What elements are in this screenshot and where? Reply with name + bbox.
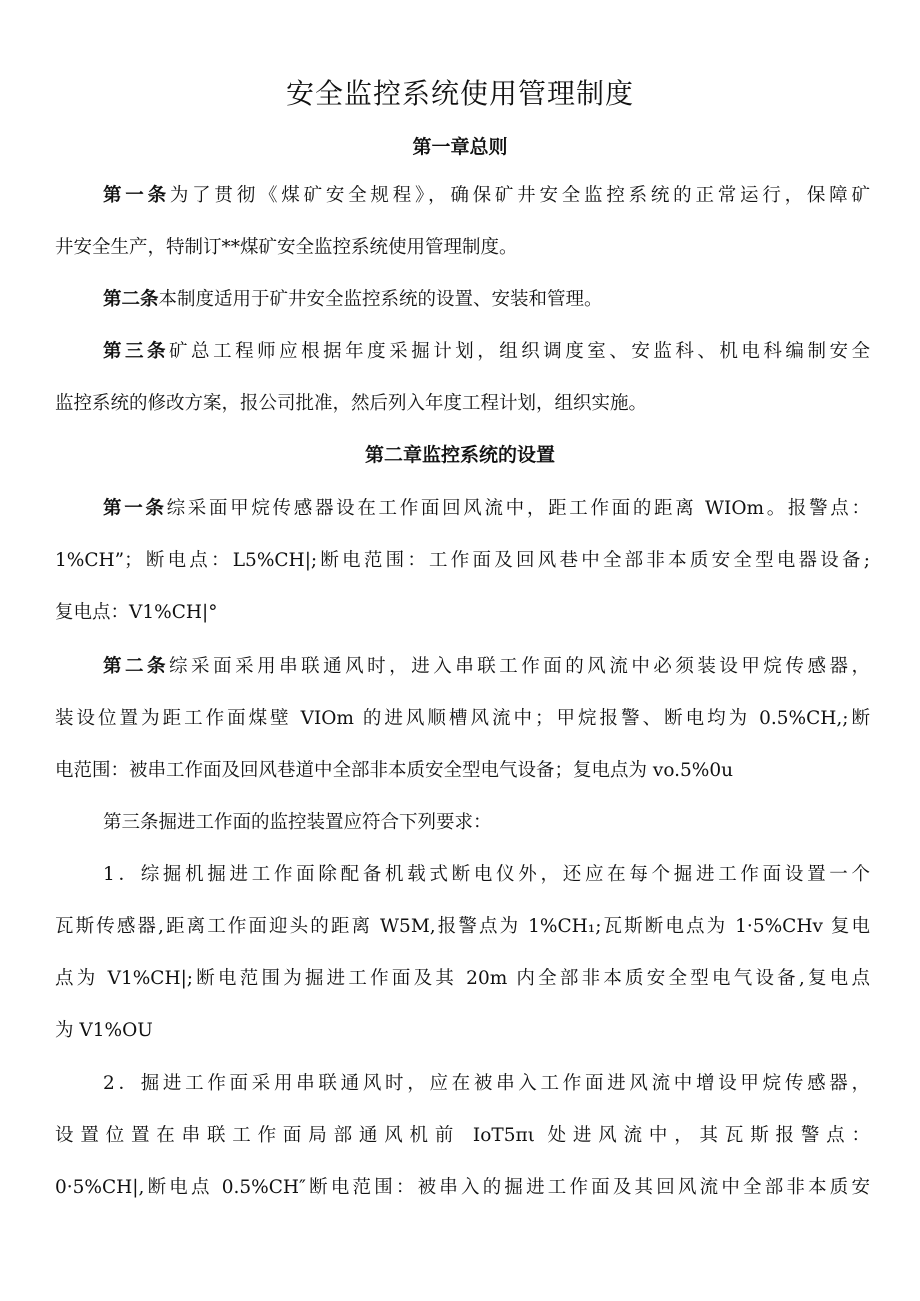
list-item-line: 1．综掘机掘进工作面除配备机载式断电仪外，还应在每个掘进工作面设置一个 (103, 864, 870, 885)
article-label: 第一条 (103, 498, 167, 519)
paragraph-line: 第三条掘进工作面的监控装置应符合下列要求： (103, 812, 492, 833)
list-item-line: 点为 V1%CH|;断电范围为掘进工作面及其 20m 内全部非本质安全型电气设备,复电点 (55, 968, 870, 989)
article-text: 综采面甲烷传感器设在工作面回风流中，距工作面的距离 WIOm。报警点： (166, 498, 870, 519)
paragraph-line: 复电点：V1%CH|° (55, 602, 218, 623)
paragraph-line (103, 337, 870, 363)
paragraph-line: 装设位置为距工作面煤壁 VIOm 的进风顺槽风流中；甲烷报警、断电均为 0.5%CH,;断 (55, 708, 870, 729)
article-text: 为了贯彻《煤矿安全规程》，确保矿井安全监控系统的正常运行，保障矿 (169, 185, 870, 206)
paragraph-line (103, 181, 870, 207)
list-item-line: 瓦斯传感器,距离工作面迎头的距离 W5M,报警点为 1%CH₁;瓦斯断电点为 1·5%CHv 复电 (55, 916, 870, 937)
paragraph-line (103, 652, 870, 678)
article-text: 本制度适用于矿井安全监控系统的设置、安装和管理。 (158, 289, 603, 310)
article-label: 第二条 (103, 656, 170, 677)
article-text: 矿总工程师应根据年度采掘计划，组织调度室、安监科、机电科编制安全 (169, 341, 870, 362)
list-item-line: 设置位置在串联工作面局部通风机前 IoT5πι 处进风流中，其瓦斯报警点： (55, 1125, 870, 1146)
article-label: 第三条 (103, 341, 170, 362)
chapter-heading-2: 第二章监控系统的设置 (364, 444, 555, 466)
paragraph-line (103, 285, 870, 311)
list-item-line: 2．掘进工作面采用串联通风时，应在被串入工作面进风流中增设甲烷传感器， (103, 1073, 870, 1094)
article-label: 第二条 (103, 289, 159, 310)
paragraph-line: 1%CH”；断电点：L5%CH|;断电范围：工作面及回风巷中全部非本质安全型电器设备; (55, 550, 870, 571)
paragraph-line: 监控系统的修改方案，报公司批准，然后列入年度工程计划，组织实施。 (55, 393, 648, 414)
paragraph-line: 井安全生产，特制订**煤矿安全监控系统使用管理制度。 (55, 237, 518, 258)
document-title: 安全监控系统使用管理制度 (285, 77, 634, 110)
chapter-heading-1: 第一章总则 (412, 136, 508, 158)
list-item-line: 为 V1%OU (55, 1020, 153, 1041)
article-text: 综采面采用串联通风时，进入串联工作面的风流中必须装设甲烷传感器， (169, 656, 870, 677)
paragraph-line (103, 494, 870, 520)
list-item-line: 0·5%CH|,断电点 0.5%CH″断电范围：被串入的掘进工作面及其回风流中全部非本质安 (55, 1177, 870, 1198)
article-label: 第一条 (103, 185, 170, 206)
paragraph-line: 电范围：被串工作面及回风巷道中全部非本质安全型电气设备；复电点为 vo.5%0u (55, 760, 734, 781)
